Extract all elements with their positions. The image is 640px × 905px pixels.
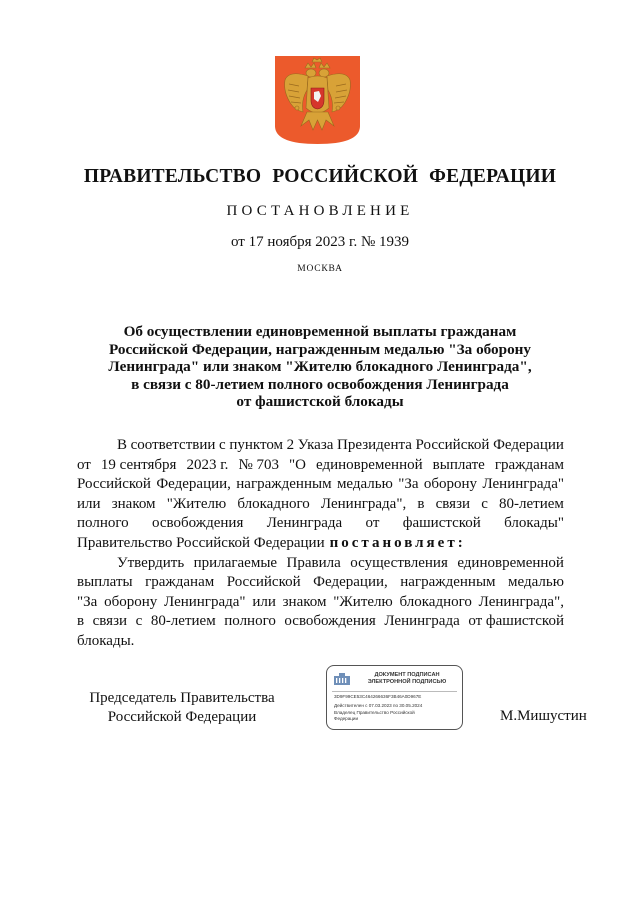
city: МОСКВА [297,264,343,274]
body-word: Ленинграда [384,613,460,630]
body-word: Российской [77,476,151,493]
body-word: гражданам [145,574,215,591]
body-word: В [117,437,128,453]
body-word: Федерации, [313,574,388,591]
body-word: с [219,437,226,453]
body-word: прилагаемые [193,554,278,571]
document-heading [90,323,550,411]
body-word: связи [435,495,471,512]
stamp-owner-line: Федерации [334,716,359,721]
body-word: награжденным [236,476,332,493]
body-line [77,436,564,456]
body-line [77,534,564,554]
heading-line: в связи с 80-летием полного освобождения Ленинграда [131,375,509,393]
body-word: "За [77,593,98,610]
body-word: единовременной [457,554,564,571]
body-line [77,593,564,613]
body-line [77,456,564,476]
body-word: Правила [286,554,341,571]
body-line [77,612,564,632]
government-title: ПРАВИТЕЛЬСТВО РОССИЙСКОЙ ФЕДЕРАЦИИ [83,166,557,187]
heading-line: от фашистской блокады [236,393,404,411]
body-word: или [252,593,276,610]
body-word: выплаты [77,574,133,591]
body-line [77,632,564,652]
body-word: знаком [282,593,327,610]
body-word: Российской [226,574,301,591]
stamp-owner-line: Владелец Правительство Российской [334,710,415,715]
body-word: блокадного [237,495,310,512]
body-word: освобождения [284,613,376,630]
document-body [77,436,564,652]
body-word: освобождения [151,515,244,532]
government-building-icon [333,672,351,686]
body-word: оборону [423,476,478,493]
body-word: награжденным [400,574,496,591]
body-word: с [135,613,143,630]
body-word: или [77,495,101,512]
body-word: Ленинграда" [164,593,246,610]
signer-position-line: Председатель Правительства [89,690,275,706]
stamp-title [353,672,461,686]
body-line [77,475,564,495]
body-word: осуществления [350,554,448,571]
body-word: Российской [415,437,490,453]
body-word: блокадного [399,593,472,610]
body-word: Президента [337,437,412,453]
signer-position [77,689,287,727]
body-word: Ленинграда", [478,593,564,610]
body-word: № 703 [238,456,280,473]
body-word: "За [398,476,419,493]
body-word: соответствии [130,437,216,453]
body-word: Федерации [493,437,564,453]
body-word: полного [224,613,276,630]
stamp-divider [332,691,457,692]
stamp-validity: Действителен с 07.03.2023 по 30.05.2024 [334,703,423,708]
body-word: 19 сентября [100,456,177,473]
body-word: связи [92,613,128,630]
body-word: единовременной [316,456,423,473]
body-word: полного [77,515,129,532]
body-word: знаком [111,495,156,512]
electronic-signature-stamp [326,665,463,730]
stamp-title-line: ДОКУМЕНТ ПОДПИСАН [374,672,440,678]
body-word: фашистской [402,515,481,532]
body-line [77,495,564,515]
body-word: от фашистской [468,613,564,630]
coat-of-arms-emblem [275,56,360,144]
body-line [77,554,564,574]
body-word: Ленинграда", [320,495,407,512]
body-word: с [481,495,488,512]
heading-line: Об осуществлении единовременной выплаты гражданам [123,323,517,340]
heading-line: Ленинграда" или знаком "Жителю блокадного Ленинграда", [108,358,532,376]
body-word: выплате [432,456,485,473]
body-word: Утвердить [117,554,185,571]
body-word: в [417,495,425,512]
body-word: 2 [286,437,295,453]
body-line [77,573,564,593]
body-word: Указа [297,437,334,453]
stamp-title-line: ЭЛЕКТРОННОЙ ПОДПИСЬЮ [367,679,447,685]
heading-line: Российской Федерации, награжденным медалью "За оборону [108,340,532,358]
body-word: блокады" [504,515,564,532]
body-word: пунктом [229,437,284,453]
body-word: "Жителю [333,593,393,610]
body-word: оборону [104,593,158,610]
signer-position-line: Российской Федерации [107,709,257,725]
body-word: Ленинграда [266,515,343,532]
document-type: ПОСТАНОВЛЕНИЕ [226,203,414,219]
ruling-word: постановляет: [329,534,466,551]
body-word: Ленинграда" [482,476,564,493]
body-text-segment: Правительство Российской Федерации [77,534,325,551]
body-word: "Жителю [166,495,227,512]
signer-name: М.Мишустин [500,708,587,724]
body-word: гражданам [494,456,564,473]
body-word: 2023 г. [186,456,229,473]
body-word: в [77,613,85,630]
body-word: от [365,515,380,532]
body-line [77,514,564,534]
stamp-certificate: 3D9F99CE53C464266636F3B46A0D967E [334,694,422,699]
body-word: 80-летием [499,495,564,512]
body-word: медалью [508,574,564,591]
body-word: медалью [336,476,393,493]
body-word: "О [289,456,306,473]
body-word: от [77,456,91,473]
body-text-segment: блокады. [77,632,135,649]
date-and-number: от 17 ноября 2023 г. № 1939 [230,234,410,250]
body-word: Федерации, [156,476,231,493]
body-word: 80-летием [150,613,216,630]
